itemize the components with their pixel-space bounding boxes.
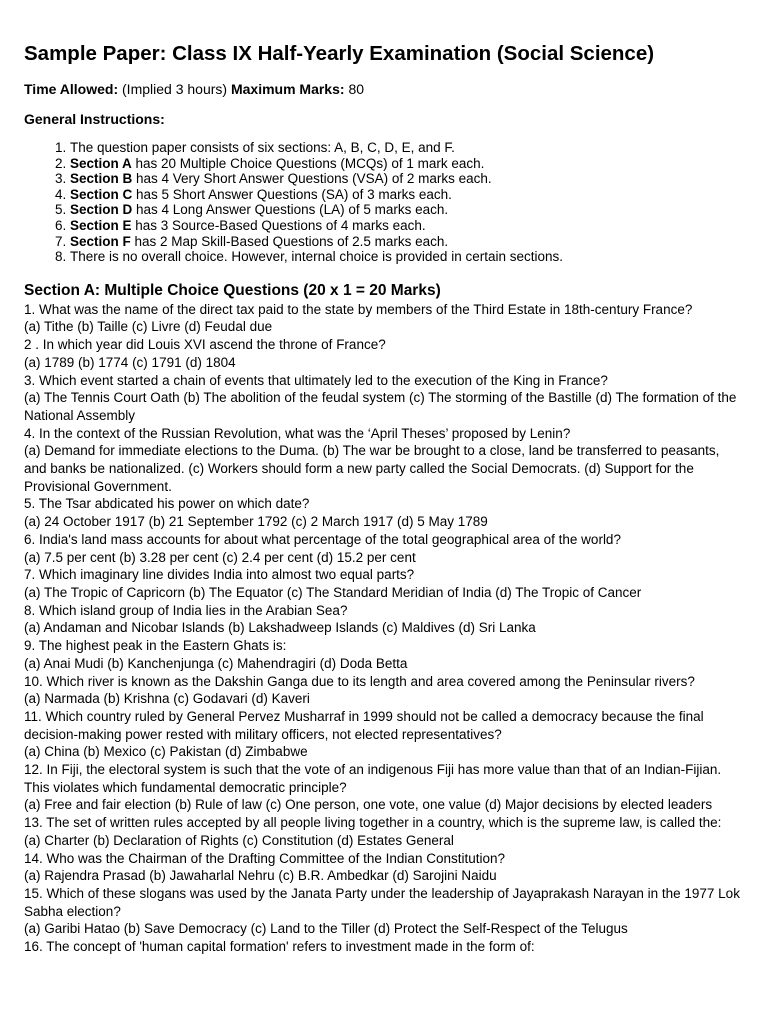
- options-line: (a) The Tropic of Capricorn (b) The Equator (c) The Standard Meridian of India (d) The Tropic of Cancer: [24, 585, 642, 600]
- instruction-text: has 3 Source-Based Questions of 4 marks each.: [131, 217, 426, 233]
- instruction-bold: Section D: [70, 202, 133, 218]
- instruction-item: [70, 156, 744, 172]
- question-line: 9. The highest peak in the Eastern Ghats is:: [24, 638, 287, 654]
- section-a-heading: Section A: Multiple Choice Questions (20 x 1 = 20 Marks): [24, 281, 441, 299]
- instruction-text: The question paper consists of six sections: A, B, C, D, E, and F.: [70, 140, 455, 155]
- options-line: (a) China (b) Mexico (c) Pakistan (d) Zimbabwe: [24, 744, 308, 760]
- instruction-bold: Section B: [70, 171, 133, 187]
- exam-meta: [24, 80, 744, 98]
- instruction-text: There is no overall choice. However, internal choice is provided in certain sections.: [70, 249, 563, 265]
- options-line: (a) 24 October 1917 (b) 21 September 1792 (c) 2 March 1917 (d) 5 May 1789: [24, 514, 488, 530]
- question-line: 11. Which country ruled by General Pervez Musharraf in 1999 should not be called a democracy because the final decision-making power rested with military officers, not elected representatives?: [24, 708, 704, 742]
- options-line: (a) Charter (b) Declaration of Rights (c) Constitution (d) Estates General: [24, 832, 454, 848]
- instruction-bold: Section A: [70, 155, 132, 171]
- instructions-list: [24, 140, 744, 265]
- instruction-item: [70, 140, 744, 156]
- question-line: 13. The set of written rules accepted by all people living together in a country, which is the supreme law, is called the:: [24, 815, 722, 831]
- question-line: 10. Which river is known as the Dakshin Ganga due to its length and area covered among the Peninsular rivers?: [24, 673, 695, 689]
- instruction-text: has 2 Map Skill-Based Questions of 2.5 marks each.: [130, 233, 449, 249]
- options-line: (a) Rajendra Prasad (b) Jawaharlal Nehru (c) B.R. Ambedkar (d) Sarojini Naidu: [24, 868, 497, 884]
- question-line: 6. India's land mass accounts for about what percentage of the total geographical area of the world?: [24, 531, 621, 547]
- question-line: 4. In the context of the Russian Revolution, what was the ‘April Theses’ proposed by Lenin?: [24, 425, 571, 441]
- instruction-item: [70, 234, 744, 250]
- question-line: 12. In Fiji, the electoral system is such that the vote of an indigenous Fiji has more value than that of an Indian-Fijian. This violates which fundamental democratic principle?: [24, 762, 722, 795]
- instruction-bold: Section F: [70, 233, 131, 249]
- instruction-item: [70, 218, 744, 234]
- question-line: 1. What was the name of the direct tax paid to the state by members of the Third Estate in 18th-century France?: [24, 301, 693, 317]
- instruction-item: [70, 202, 744, 218]
- question-line: 15. Which of these slogans was used by the Janata Party under the leadership of Jayaprakash Narayan in the 1977 Lok Sabha election?: [24, 885, 740, 919]
- instruction-item: [70, 187, 744, 203]
- options-line: (a) Anai Mudi (b) Kanchenjunga (c) Mahendragiri (d) Doda Betta: [24, 655, 408, 671]
- instruction-text: has 5 Short Answer Questions (SA) of 3 marks each.: [132, 186, 452, 202]
- options-line: (a) Tithe (b) Taille (c) Livre (d) Feudal due: [24, 319, 273, 335]
- options-line: (a) 1789 (b) 1774 (c) 1791 (d) 1804: [24, 354, 236, 370]
- instruction-item: [70, 171, 744, 187]
- page-title: Sample Paper: Class IX Half-Yearly Examination (Social Science): [24, 42, 655, 65]
- options-line: (a) Demand for immediate elections to the Duma. (b) The war be brought to a close, land be transferred to peasants, and banks be nationalized. (c) Workers should form a new party called the Social Democrats. (d) Support for the Provisional Government.: [24, 443, 720, 494]
- maximum-marks-value: 80: [348, 81, 365, 97]
- options-line: (a) Garibi Hatao (b) Save Democracy (c) Land to the Tiller (d) Protect the Self-Respect of the Telugus: [24, 921, 628, 937]
- time-allowed-value: (Implied 3 hours): [122, 81, 228, 97]
- options-line: (a) 7.5 per cent (b) 3.28 per cent (c) 2.4 per cent (d) 15.2 per cent: [24, 549, 416, 565]
- instruction-text: has 4 Very Short Answer Questions (VSA) of 2 marks each.: [132, 171, 492, 187]
- instruction-item: [70, 249, 744, 265]
- question-line: 7. Which imaginary line divides India into almost two equal parts?: [24, 567, 415, 583]
- options-line: (a) The Tennis Court Oath (b) The abolition of the feudal system (c) The storming of the Bastille (d) The formation of the National Assembly: [24, 390, 737, 423]
- options-line: (a) Andaman and Nicobar Islands (b) Lakshadweep Islands (c) Maldives (d) Sri Lanka: [24, 620, 536, 636]
- instructions-heading: General Instructions:: [24, 111, 165, 127]
- question-line: 16. The concept of 'human capital formation' refers to investment made in the form of:: [24, 939, 535, 955]
- maximum-marks-label: Maximum Marks:: [230, 81, 345, 97]
- time-allowed-label: Time Allowed:: [24, 81, 119, 97]
- section-a-questions: [24, 301, 744, 956]
- question-line: 5. The Tsar abdicated his power on which date?: [24, 496, 310, 512]
- question-line: 2 . In which year did Louis XVI ascend the throne of France?: [24, 337, 386, 353]
- options-line: (a) Free and fair election (b) Rule of law (c) One person, one vote, one value (d) Major decisions by elected leaders: [24, 797, 713, 813]
- question-line: 3. Which event started a chain of events that ultimately led to the execution of the King in France?: [24, 372, 608, 388]
- instruction-text: has 4 Long Answer Questions (LA) of 5 marks each.: [132, 202, 449, 218]
- instruction-bold: Section C: [70, 186, 133, 202]
- instruction-bold: Section E: [70, 217, 132, 233]
- question-line: 14. Who was the Chairman of the Drafting Committee of the Indian Constitution?: [24, 850, 505, 866]
- instruction-text: has 20 Multiple Choice Questions (MCQs) of 1 mark each.: [131, 155, 485, 171]
- question-line: 8. Which island group of India lies in the Arabian Sea?: [24, 602, 348, 618]
- options-line: (a) Narmada (b) Krishna (c) Godavari (d) Kaveri: [24, 691, 310, 707]
